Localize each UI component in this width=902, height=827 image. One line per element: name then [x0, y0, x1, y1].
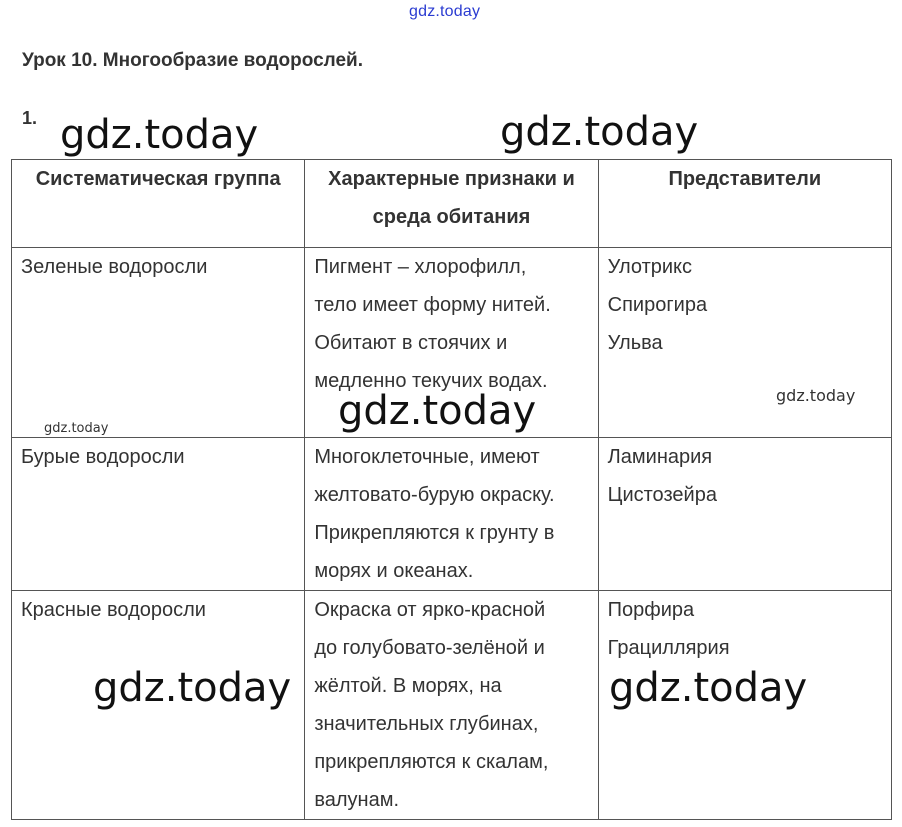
task-number: 1. — [22, 108, 38, 128]
header-line: Систематическая группа — [35, 168, 281, 190]
representative: Ульва — [607, 332, 663, 354]
watermark: gdz.today — [500, 109, 699, 155]
feature-line: желтовато-бурую окраску. — [314, 484, 555, 506]
feature-line: Пигмент – хлорофилл, — [314, 256, 527, 278]
feature-line: медленно текучих водах. — [314, 370, 548, 392]
feature-line: Многоклеточные, имеют — [314, 446, 540, 468]
lesson-title: Урок 10. Многообразие водорослей. — [22, 50, 364, 71]
feature-line: Прикрепляются к грунту в — [314, 522, 555, 544]
header-representatives — [598, 160, 891, 248]
feature-line: значительных глубинах, — [314, 713, 539, 735]
representative: Улотрикс — [607, 256, 693, 278]
watermark: gdz.today — [93, 665, 292, 711]
representatives-cell — [598, 248, 891, 438]
site-link[interactable]: gdz.today — [409, 3, 481, 20]
feature-line: прикрепляются к скалам, — [314, 751, 549, 773]
watermark: gdz.today — [776, 386, 856, 405]
watermark: gdz.today — [338, 388, 537, 434]
representative: Ламинария — [607, 446, 713, 468]
representative: Порфира — [607, 599, 695, 621]
table-row — [12, 438, 892, 591]
watermark: gdz.today — [44, 421, 109, 436]
header-line: Представители — [668, 168, 822, 190]
features-cell — [305, 438, 598, 591]
features-cell — [305, 591, 598, 820]
header-line: среда обитания — [372, 206, 531, 228]
feature-line: жёлтой. В морях, на — [314, 675, 502, 697]
header-group — [12, 160, 305, 248]
group-cell — [12, 438, 305, 591]
feature-line: до голубовато-зелёной и — [314, 637, 545, 659]
feature-line: Обитают в стоячих и — [314, 332, 508, 354]
table-header-row — [12, 160, 892, 248]
feature-line: тело имеет форму нитей. — [314, 294, 551, 316]
watermark: gdz.today — [609, 665, 808, 711]
representative: Грациллярия — [607, 637, 730, 659]
group-name: Бурые водоросли — [21, 446, 185, 468]
group-name: Красные водоросли — [21, 599, 206, 621]
representative: Цистозейра — [607, 484, 717, 506]
representative: Спирогира — [607, 294, 708, 316]
watermark: gdz.today — [60, 112, 259, 158]
group-cell — [12, 248, 305, 438]
header-line: Характерные признаки и — [328, 168, 575, 190]
feature-line: морях и океанах. — [314, 560, 474, 582]
algae-table — [11, 159, 892, 820]
feature-line: валунам. — [314, 789, 399, 811]
feature-line: Окраска от ярко-красной — [314, 599, 546, 621]
representatives-cell — [598, 438, 891, 591]
group-name: Зеленые водоросли — [21, 256, 208, 278]
header-features — [305, 160, 598, 248]
